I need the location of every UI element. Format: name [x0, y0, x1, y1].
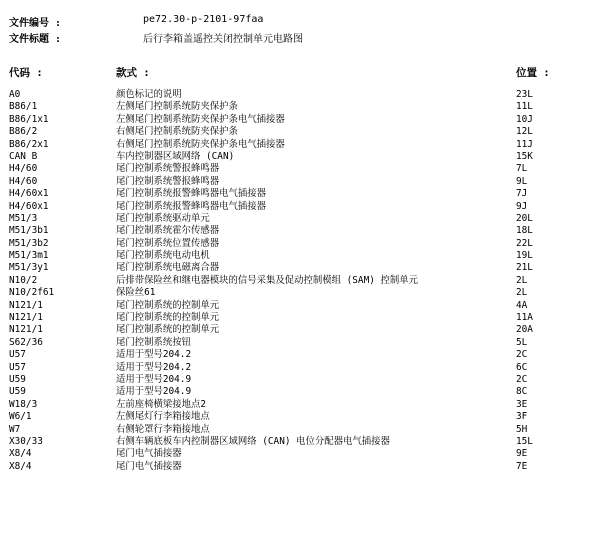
- row-desc: 尾门控制系统的控制单元: [116, 299, 220, 311]
- table-row: [0, 89, 603, 101]
- doc-title-label: 文件标题 :: [9, 34, 62, 45]
- row-desc: 尾门控制系统的控制单元: [116, 324, 220, 336]
- row-pos: 23L: [516, 89, 533, 100]
- row-code: N121/1: [9, 324, 43, 336]
- row-desc: 左侧尾灯行李箱接地点: [116, 411, 210, 423]
- row-code: W6/1: [9, 411, 32, 423]
- row-code: W18/3: [9, 398, 38, 410]
- row-code: M51/3m1: [9, 250, 49, 262]
- row-desc: 右侧车辆底板车内控制器区域网络 (CAN) 电位分配器电气插接器: [116, 435, 390, 447]
- row-pos: 3E: [516, 398, 528, 410]
- row-code: B86/2x1: [9, 138, 49, 150]
- row-pos: 9E: [516, 448, 528, 460]
- row-desc: 尾门电气插接器: [116, 448, 182, 460]
- table-row: [0, 201, 603, 213]
- row-pos: 11A: [516, 312, 533, 324]
- row-pos: 20L: [516, 212, 533, 224]
- table-row: [0, 374, 603, 386]
- row-code: U59: [9, 386, 26, 398]
- row-desc: 尾门控制系统报警蜂鸣器电气插接器: [116, 200, 267, 212]
- table-row: [0, 399, 603, 411]
- row-code: S62/36: [9, 336, 43, 348]
- row-pos: 2C: [516, 349, 528, 361]
- row-desc: 尾门控制系统驱动单元: [116, 212, 210, 224]
- table-row: [0, 424, 603, 436]
- row-code: U57: [9, 349, 26, 361]
- table-row: [0, 436, 603, 448]
- header-pos: 位置 :: [516, 67, 550, 79]
- row-code: N121/1: [9, 299, 43, 311]
- row-pos: 18L: [516, 225, 533, 237]
- table-row: [0, 448, 603, 460]
- row-code: H4/60x1: [9, 200, 49, 212]
- row-code: H4/60: [9, 175, 38, 187]
- row-desc: 尾门控制系统位置传感器: [116, 237, 220, 249]
- table-row: [0, 349, 603, 361]
- table-row: [0, 101, 603, 113]
- row-code: U59: [9, 373, 26, 385]
- header-desc: 款式 :: [116, 67, 150, 79]
- row-pos: 15K: [516, 150, 533, 162]
- table-row: [0, 461, 603, 473]
- row-code: M51/3b1: [9, 225, 49, 237]
- row-pos: 10J: [516, 113, 533, 125]
- row-pos: 4A: [516, 299, 528, 311]
- doc-title-value: 后行李箱盖遥控关闭控制单元电路图: [143, 34, 303, 45]
- table-row: [0, 126, 603, 138]
- table-row: [0, 163, 603, 175]
- table-row: [0, 225, 603, 237]
- row-code: N121/1: [9, 312, 43, 324]
- row-desc: 颜色标记的说明: [116, 89, 182, 100]
- table-row: [0, 386, 603, 398]
- component-list: [0, 89, 603, 473]
- row-code: N10/2f61: [9, 287, 55, 299]
- row-desc: 尾门电气插接器: [116, 460, 182, 472]
- row-code: B86/1: [9, 101, 38, 113]
- table-row: [0, 411, 603, 423]
- row-pos: 8C: [516, 386, 528, 398]
- row-code: X30/33: [9, 435, 43, 447]
- table-row: [0, 362, 603, 374]
- row-desc: 尾门控制系统警报蜂鸣器: [116, 175, 220, 187]
- row-code: B86/2: [9, 126, 38, 138]
- row-desc: 后排带保险丝和继电器模块的信号采集及促动控制模组 (SAM) 控制单元: [116, 274, 419, 286]
- row-code: M51/3b2: [9, 237, 49, 249]
- table-row: [0, 151, 603, 163]
- row-pos: 12L: [516, 126, 533, 138]
- row-desc: 尾门控制系统按钮: [116, 336, 192, 348]
- table-row: [0, 324, 603, 336]
- table-row: [0, 300, 603, 312]
- row-desc: 尾门控制系统报警蜂鸣器电气插接器: [116, 188, 267, 200]
- row-code: X8/4: [9, 460, 32, 472]
- row-desc: 尾门控制系统电磁离合器: [116, 262, 220, 274]
- table-row: [0, 312, 603, 324]
- row-pos: 21L: [516, 262, 533, 274]
- row-desc: 适用于型号204.9: [116, 373, 192, 385]
- table-row: [0, 275, 603, 287]
- row-code: W7: [9, 423, 21, 435]
- table-row: [0, 337, 603, 349]
- row-code: B86/1x1: [9, 113, 49, 125]
- row-pos: 2C: [516, 373, 528, 385]
- row-desc: 适用于型号204.2: [116, 349, 192, 361]
- row-desc: 右侧尾门控制系统防夹保护条电气插接器: [116, 138, 285, 150]
- table-row: [0, 213, 603, 225]
- row-desc: 适用于型号204.9: [116, 386, 192, 398]
- row-pos: 2L: [516, 274, 528, 286]
- doc-number-label: 文件编号 :: [9, 18, 62, 29]
- row-code: H4/60x1: [9, 188, 49, 200]
- row-pos: 7J: [516, 188, 528, 200]
- row-desc: 适用于型号204.2: [116, 361, 192, 373]
- row-code: A0: [9, 89, 21, 100]
- row-desc: 右侧尾门控制系统防夹保护条: [116, 126, 238, 138]
- row-pos: 20A: [516, 324, 533, 336]
- table-row: [0, 114, 603, 126]
- row-desc: 左前座椅横梁接地点2: [116, 398, 207, 410]
- row-pos: 7L: [516, 163, 528, 175]
- row-pos: 7E: [516, 460, 528, 472]
- table-row: [0, 262, 603, 274]
- row-pos: 5H: [516, 423, 528, 435]
- table-row: [0, 139, 603, 151]
- row-code: U57: [9, 361, 26, 373]
- row-pos: 9J: [516, 200, 528, 212]
- row-pos: 15L: [516, 435, 533, 447]
- header-code: 代码 :: [9, 67, 43, 79]
- table-row: [0, 287, 603, 299]
- row-desc: 车内控制器区域网络 (CAN): [116, 150, 235, 162]
- table-row: [0, 250, 603, 262]
- row-code: M51/3: [9, 212, 38, 224]
- row-desc: 尾门控制系统的控制单元: [116, 312, 220, 324]
- row-pos: 9L: [516, 175, 528, 187]
- row-code: CAN B: [9, 150, 38, 162]
- row-desc: 保险丝61: [116, 287, 156, 299]
- row-pos: 19L: [516, 250, 533, 262]
- row-pos: 3F: [516, 411, 528, 423]
- row-desc: 尾门控制系统霍尔传感器: [116, 225, 220, 237]
- row-pos: 11J: [516, 138, 533, 150]
- row-pos: 5L: [516, 336, 528, 348]
- row-code: X8/4: [9, 448, 32, 460]
- table-row: [0, 188, 603, 200]
- row-pos: 22L: [516, 237, 533, 249]
- row-pos: 11L: [516, 101, 533, 113]
- table-row: [0, 238, 603, 250]
- row-desc: 尾门控制系统警报蜂鸣器: [116, 163, 220, 175]
- doc-number-value: pe72.30-p-2101-97faa: [143, 14, 264, 25]
- row-code: N10/2: [9, 274, 38, 286]
- row-desc: 左侧尾门控制系统防夹保护条: [116, 101, 238, 113]
- row-desc: 右侧轮罩行李箱接地点: [116, 423, 210, 435]
- row-code: H4/60: [9, 163, 38, 175]
- table-row: [0, 176, 603, 188]
- row-pos: 6C: [516, 361, 528, 373]
- row-desc: 左侧尾门控制系统防夹保护条电气插接器: [116, 113, 285, 125]
- row-pos: 2L: [516, 287, 528, 299]
- row-desc: 尾门控制系统电动电机: [116, 250, 210, 262]
- row-code: M51/3y1: [9, 262, 49, 274]
